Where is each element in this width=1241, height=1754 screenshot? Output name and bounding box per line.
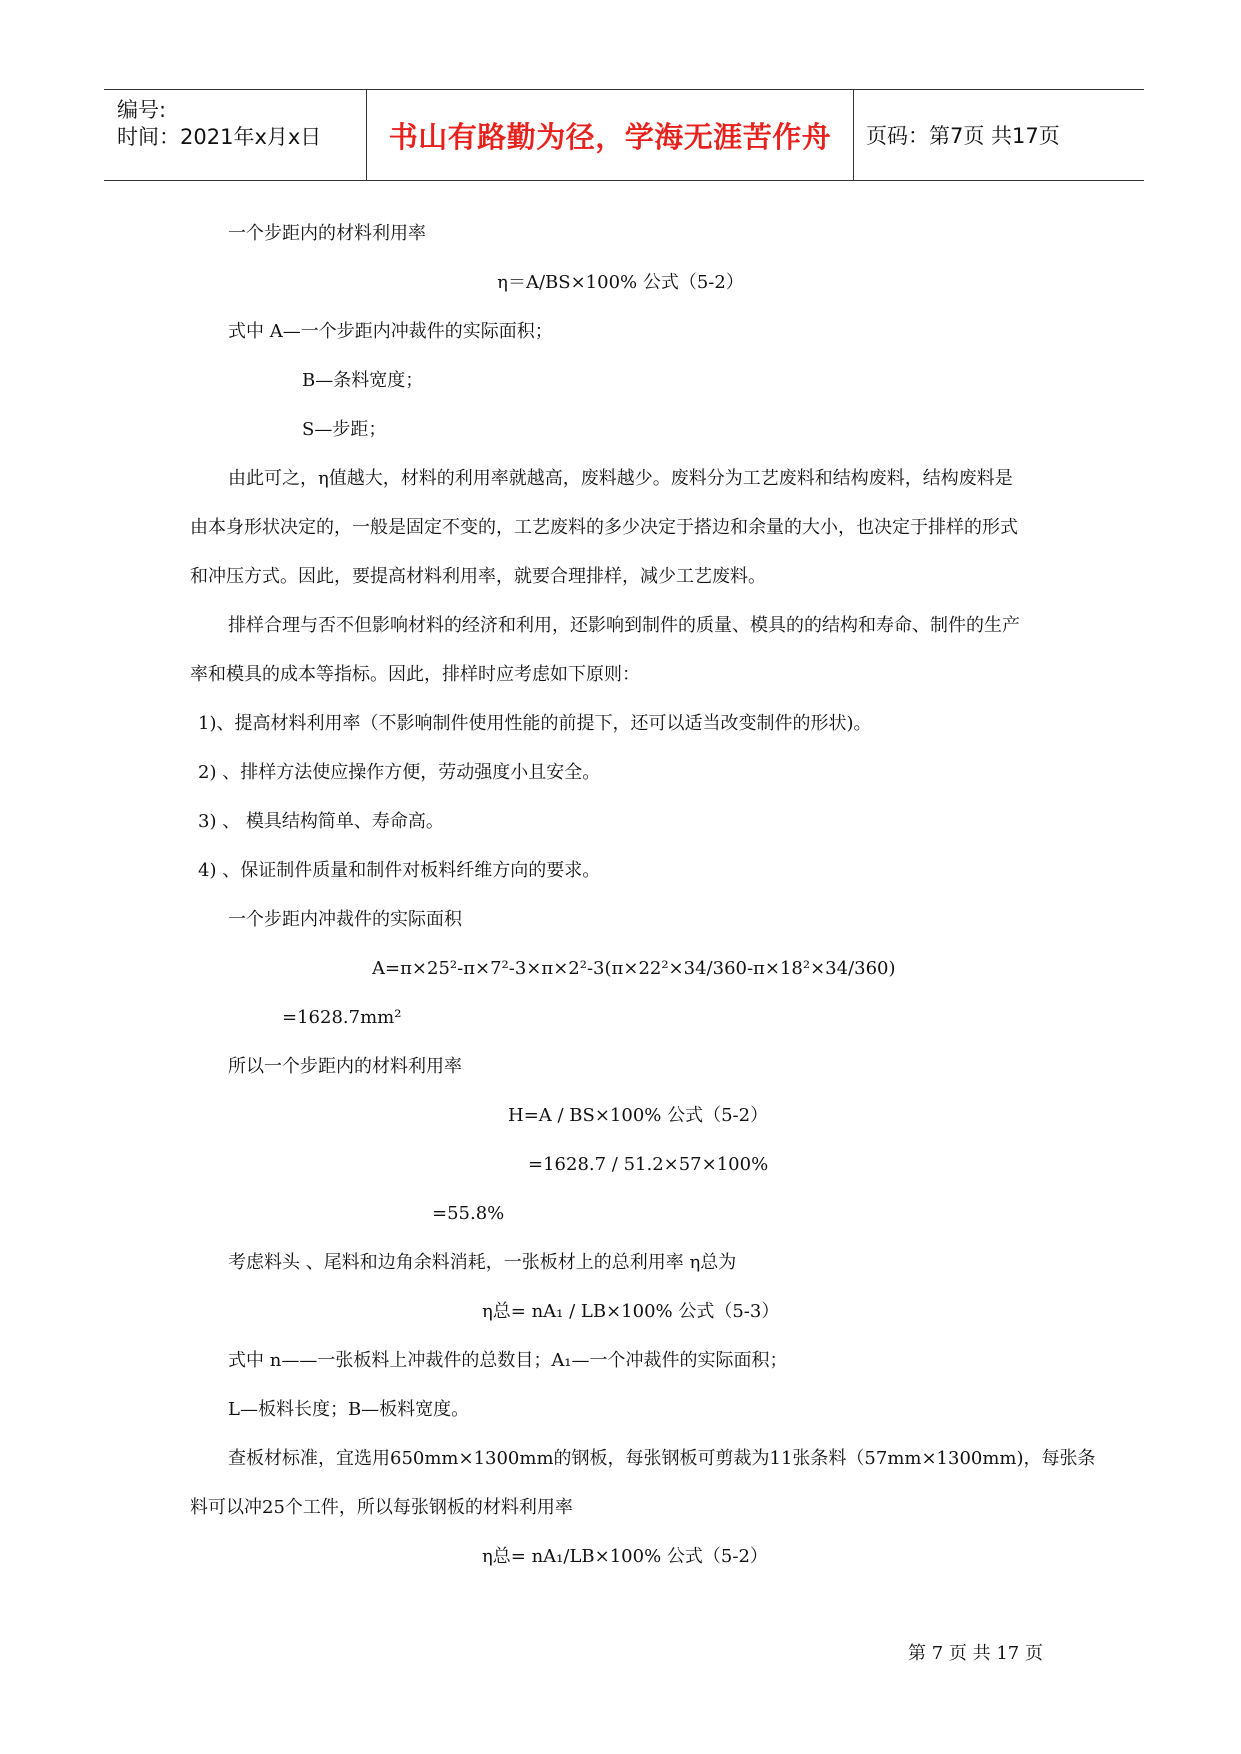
list-item: 1)、提高材料利用率（不影响制件使用性能的前提下，还可以适当改变制件的形状)。 [198, 713, 872, 734]
formula-line: H=A / BS×100% 公式（5-2） [508, 1105, 769, 1126]
header-motto: 书山有路勤为径，学海无涯苦作舟 [367, 90, 854, 180]
list-item: 2) 、排样方法使应操作方便，劳动强度小且安全。 [198, 762, 601, 783]
formula-line: η总= nA₁/LB×100% 公式（5-2） [482, 1546, 768, 1567]
paragraph-line: 排样合理与否不但影响材料的经济和利用，还影响到制件的质量、模具的的结构和寿命、制件的生产 [228, 615, 1020, 636]
formula-line: η总= nA₁ / LB×100% 公式（5-3） [482, 1301, 780, 1322]
formula-line: η＝A/BS×100% 公式（5-2） [497, 272, 744, 293]
paragraph-line: 率和模具的成本等指标。因此，排样时应考虑如下原则： [190, 664, 640, 685]
header-page-label: 页码：第7页 共17页 [866, 124, 1060, 148]
formula-line: A=π×25²-π×7²-3×π×2²-3(π×22²×34/360-π×18²×34/360) [372, 958, 896, 979]
header-meta-cell [104, 90, 367, 180]
paragraph-line: 由本身形状决定的，一般是固定不变的，工艺废料的多少决定于搭边和余量的大小，也决定于排样的形式 [190, 517, 1018, 538]
formula-line: =1628.7 / 51.2×57×100% [528, 1154, 769, 1175]
text-line: 考虑料头 、尾料和边角余料消耗，一张板材上的总利用率 η总为 [228, 1252, 737, 1273]
formula-result: =55.8% [432, 1203, 505, 1224]
text-line: 一个步距内的材料利用率 [228, 223, 426, 244]
text-line: 一个步距内冲裁件的实际面积 [228, 909, 462, 930]
document-time-label: 时间：2021年x月x日 [117, 125, 322, 149]
paragraph-line: 由此可之，η值越大，材料的利用率就越高，废料越少。废料分为工艺废料和结构废料，结构废料是 [228, 468, 1013, 489]
text-line: 所以一个步距内的材料利用率 [228, 1056, 462, 1077]
formula-result: =1628.7mm² [282, 1007, 402, 1028]
page-header [104, 89, 1144, 181]
paragraph-line: 和冲压方式。因此，要提高材料利用率，就要合理排样，减少工艺废料。 [190, 566, 766, 587]
paragraph-line: 料可以冲25个工件，所以每张钢板的材料利用率 [190, 1497, 573, 1518]
text-line: 式中 n——一张板料上冲裁件的总数目；A₁—一个冲裁件的实际面积； [228, 1350, 788, 1371]
paragraph-line: 查板材标准，宜选用650mm×1300mm的钢板，每张钢板可剪裁为11张条料（57mm×1300mm)，每张条 [228, 1448, 1096, 1469]
page-footer-number: 第 7 页 共 17 页 [908, 1643, 1043, 1664]
text-line: 式中 A—一个步距内冲裁件的实际面积； [228, 321, 553, 342]
text-line: S—步距； [302, 419, 387, 440]
text-line: B—条料宽度； [302, 370, 424, 391]
list-item: 3) 、 模具结构简单、寿命高。 [198, 811, 444, 832]
list-item: 4) 、保证制件质量和制件对板料纤维方向的要求。 [198, 860, 601, 881]
document-number-label: 编号: [117, 98, 167, 122]
text-line: L—板料长度；B—板料宽度。 [228, 1399, 470, 1420]
